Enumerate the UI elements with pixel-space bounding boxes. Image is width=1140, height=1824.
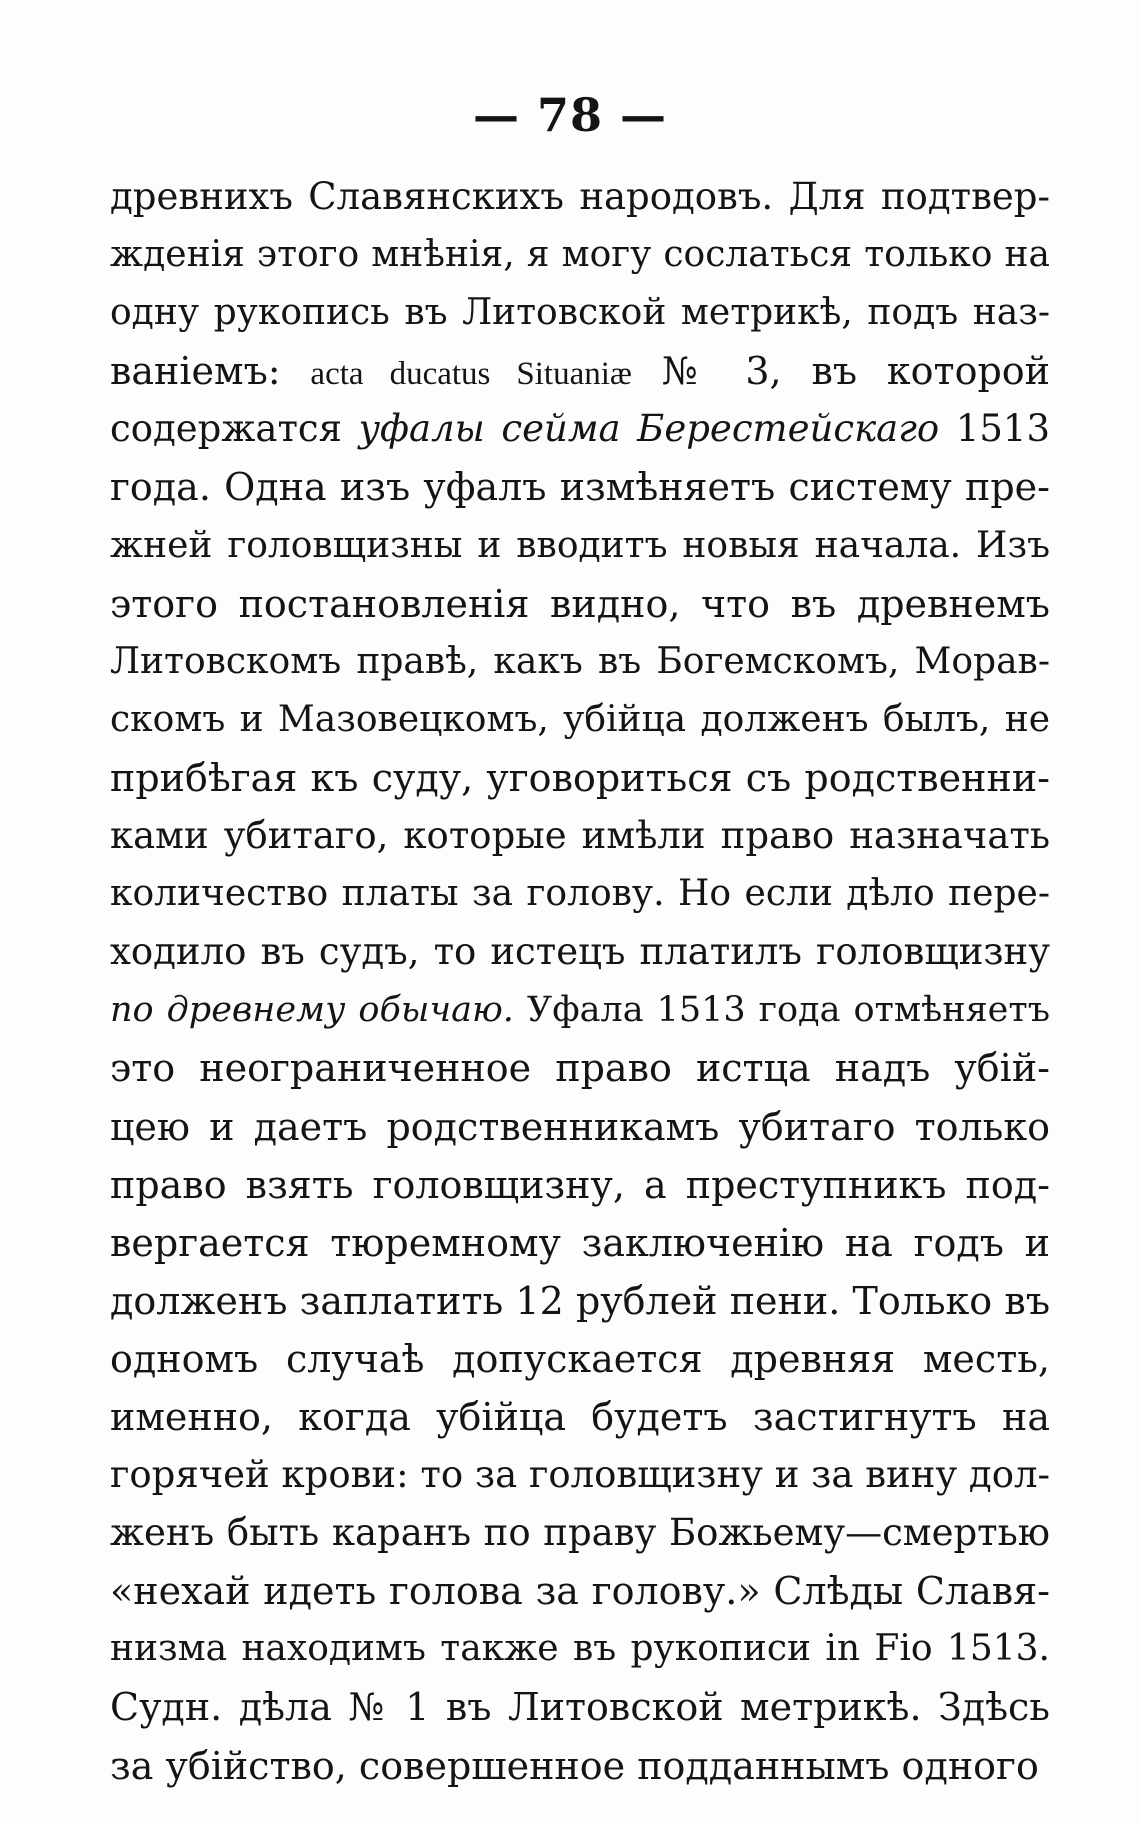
text-line	[110, 284, 1050, 342]
text-segment: одномъ случаѣ допускается древняя месть,	[110, 1336, 1050, 1381]
text-line	[110, 923, 1050, 981]
text-segment: право взять головщизну, а преступникъ под-	[110, 1162, 1050, 1207]
text-line	[110, 1620, 1050, 1678]
text-segment: именно, когда убійца будетъ застигнутъ на	[110, 1394, 1050, 1439]
text-line	[110, 1388, 1050, 1446]
text-line	[110, 807, 1050, 865]
text-segment: 1513	[939, 407, 1050, 451]
text-line	[110, 691, 1050, 749]
text-segment: ходило въ судъ, то истецъ платилъ головщизну	[110, 930, 1050, 974]
text-segment: вергается тюремному заключенію на годъ и	[110, 1220, 1050, 1265]
text-line	[110, 865, 1050, 923]
text-line	[110, 1737, 1050, 1795]
italic-text: по древнему обычаю.	[110, 990, 514, 1031]
text-segment: жней головщизны и вводитъ новыя начала. Изъ	[110, 524, 1050, 566]
text-segment: горячей крови: то за головщизну и за вину дол-	[110, 1453, 1050, 1497]
body-text	[110, 168, 1050, 1795]
text-line	[110, 342, 1050, 400]
text-segment: № 3, въ которой	[631, 349, 1050, 394]
text-segment: ками убитаго, которые имѣли право назначать	[110, 814, 1050, 858]
text-line	[110, 226, 1050, 284]
text-line	[110, 1214, 1050, 1272]
text-line	[110, 1504, 1050, 1562]
text-segment: за убійство, совершенное подданнымъ одного	[110, 1743, 1039, 1788]
text-line	[110, 1678, 1050, 1736]
italic-text: уфалы сейма Берестейскаго	[358, 407, 940, 451]
text-segment: женъ быть каранъ по праву Божьему—смертью	[110, 1511, 1050, 1555]
text-segment: этого постановленія видно, что въ древнемъ	[110, 581, 1050, 626]
text-line	[110, 1562, 1050, 1620]
text-segment: долженъ заплатить 12 рублей пени. Только въ	[110, 1278, 1050, 1323]
text-line	[110, 1156, 1050, 1214]
text-line	[110, 168, 1050, 226]
text-segment: прибѣгая къ суду, уговориться съ родственни-	[110, 755, 1050, 800]
text-segment: «нехай идеть голова за голову.» Слѣды Славя-	[110, 1569, 1050, 1614]
text-segment: года. Одна изъ уфалъ измѣняетъ систему пре-	[110, 465, 1050, 510]
text-segment: ваніемъ:	[110, 349, 311, 394]
text-segment: цею и даетъ родственникамъ убитаго только	[110, 1104, 1050, 1149]
text-line	[110, 1039, 1050, 1097]
text-line	[110, 400, 1050, 458]
text-line	[110, 981, 1050, 1039]
text-line	[110, 749, 1050, 807]
text-segment: скомъ и Мазовецкомъ, убійца долженъ былъ, не	[110, 698, 1050, 740]
latin-text: acta ducatus Situaniæ	[310, 356, 632, 393]
text-line	[110, 1272, 1050, 1330]
page-number: — 78 —	[472, 88, 668, 142]
text-segment: древнихъ Славянскихъ народовъ. Для подтвер-	[110, 175, 1050, 218]
text-line	[110, 1446, 1050, 1504]
text-segment: Уфала 1513 года отмѣняетъ	[513, 990, 1050, 1031]
text-line	[110, 517, 1050, 575]
text-segment: жденія этого мнѣнія, я могу сослаться только на	[110, 234, 1050, 276]
text-segment: количество платы за голову. Но если дѣло пере-	[110, 873, 1050, 915]
text-line	[110, 1098, 1050, 1156]
text-line	[110, 458, 1050, 516]
text-segment: содержатся	[110, 407, 359, 451]
text-line	[110, 1330, 1050, 1388]
text-segment: Судн. дѣла № 1 въ Литовской метрикѣ. Здѣсь	[110, 1685, 1050, 1730]
text-segment: это неограниченное право истца надъ убій-	[110, 1046, 1050, 1091]
text-line	[110, 633, 1050, 691]
text-line	[110, 575, 1050, 633]
text-segment: Литовскомъ правѣ, какъ въ Богемскомъ, Морав-	[110, 640, 1050, 682]
text-segment: низма находимъ также въ рукописи in Fio 1513.	[110, 1628, 1050, 1670]
text-segment: одну рукопись въ Литовской метрикѣ, подъ наз-	[110, 292, 1050, 334]
